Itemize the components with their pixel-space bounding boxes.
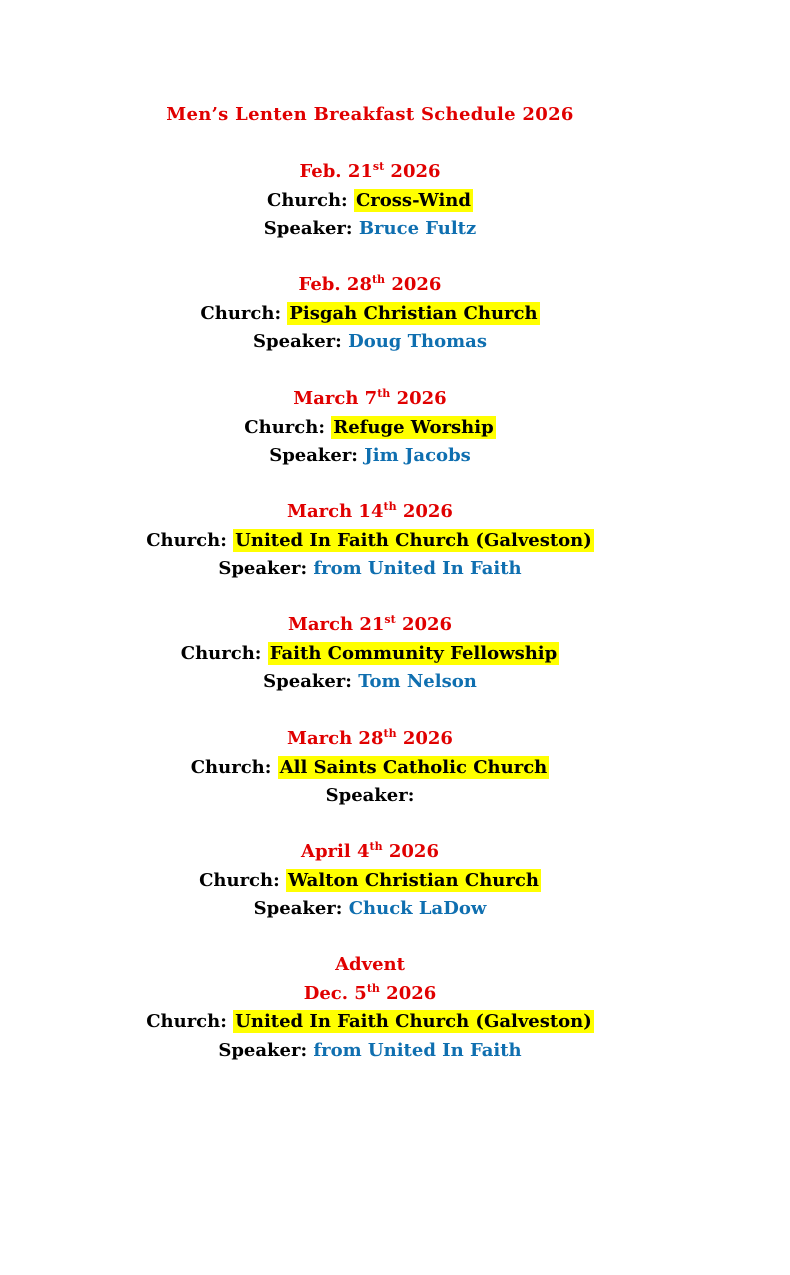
church-line <box>0 414 740 443</box>
speaker-label: Speaker: <box>269 445 358 466</box>
event-date <box>0 980 740 1009</box>
church-label: Church: <box>146 1011 227 1032</box>
speaker-name: Jim Jacobs <box>364 445 471 466</box>
event-block <box>0 838 740 924</box>
date-text: Feb. 21 <box>299 161 373 182</box>
church-name: Faith Community Fellowship <box>269 642 558 664</box>
date-year: 2026 <box>382 841 439 862</box>
church-name: Refuge Worship <box>333 416 494 438</box>
church-label: Church: <box>199 869 280 891</box>
church-name: All Saints Catholic Church <box>279 756 548 778</box>
event-date <box>0 725 740 754</box>
speaker-name: Chuck LaDow <box>348 898 487 919</box>
date-year: 2026 <box>384 161 441 182</box>
speaker-label: Speaker: <box>263 671 352 692</box>
speaker-line <box>0 328 740 357</box>
date-suffix: st <box>372 160 385 173</box>
date-suffix: th <box>369 840 383 853</box>
event-date <box>0 385 740 414</box>
date-year: 2026 <box>395 614 453 635</box>
speaker-line <box>0 668 740 697</box>
speaker-label: Speaker: <box>253 898 343 919</box>
speaker-name: Doug Thomas <box>348 331 487 352</box>
speaker-label: Speaker: <box>218 1039 308 1061</box>
speaker-name: from United In Faith <box>313 1039 522 1061</box>
church-line <box>0 300 740 329</box>
church-line <box>0 754 740 783</box>
date-year: 2026 <box>396 501 453 522</box>
church-label: Church: <box>190 756 272 778</box>
speaker-line <box>0 1037 740 1066</box>
church-line <box>0 1008 740 1037</box>
date-text: Feb. 28 <box>298 274 372 295</box>
church-name: United In Faith Church (Galveston) <box>235 529 592 551</box>
date-suffix: th <box>383 727 397 740</box>
church-label: Church: <box>267 189 348 211</box>
date-suffix: th <box>366 981 380 995</box>
church-name: Cross-Wind <box>355 189 471 211</box>
date-text: March 14 <box>287 501 384 522</box>
date-text: April 4 <box>301 841 370 862</box>
date-suffix: th <box>377 387 391 400</box>
church-line <box>0 867 740 896</box>
speaker-name: Tom Nelson <box>358 671 477 692</box>
advent-block <box>0 951 740 1065</box>
speaker-name: Bruce Fultz <box>358 218 477 239</box>
church-label: Church: <box>200 302 282 324</box>
speaker-line <box>0 442 740 471</box>
speaker-label: Speaker: <box>218 558 308 579</box>
church-label: Church: <box>180 642 262 664</box>
church-name: United In Faith Church (Galveston) <box>235 1011 592 1032</box>
event-date <box>0 611 740 640</box>
date-year: 2026 <box>390 388 447 409</box>
event-date <box>0 838 740 867</box>
date-text: March 7 <box>293 388 378 409</box>
speaker-name: from United In Faith <box>313 558 522 579</box>
date-text: Dec. 5 <box>303 982 367 1004</box>
event-block <box>0 725 740 811</box>
speaker-line <box>0 215 740 244</box>
speaker-line <box>0 895 740 924</box>
speaker-label: Speaker: <box>253 331 342 352</box>
church-line <box>0 527 740 556</box>
date-text: March 21 <box>287 614 385 635</box>
event-block <box>0 158 740 244</box>
speaker-line <box>0 555 740 584</box>
church-name: Walton Christian Church <box>288 869 539 891</box>
date-year: 2026 <box>396 728 453 749</box>
event-block <box>0 498 740 584</box>
speaker-label: Speaker: <box>263 218 353 239</box>
church-label: Church: <box>146 529 227 551</box>
date-year: 2026 <box>379 982 437 1004</box>
church-name: Pisgah Christian Church <box>289 302 538 324</box>
event-date <box>0 271 740 300</box>
date-suffix: st <box>384 613 396 626</box>
church-line <box>0 640 740 669</box>
date-suffix: th <box>383 500 397 513</box>
date-text: March 28 <box>287 728 384 749</box>
date-suffix: th <box>371 273 386 286</box>
speaker-line <box>0 782 740 811</box>
event-date <box>0 158 740 187</box>
event-block <box>0 271 740 357</box>
page-title: Men’s Lenten Breakfast Schedule 2026 <box>166 104 574 125</box>
event-block <box>0 611 740 697</box>
event-block <box>0 385 740 471</box>
speaker-label: Speaker: <box>325 785 415 806</box>
event-date <box>0 498 740 527</box>
advent-heading: Advent <box>335 954 405 975</box>
date-year: 2026 <box>385 274 442 295</box>
church-label: Church: <box>244 416 325 438</box>
church-line <box>0 187 740 216</box>
